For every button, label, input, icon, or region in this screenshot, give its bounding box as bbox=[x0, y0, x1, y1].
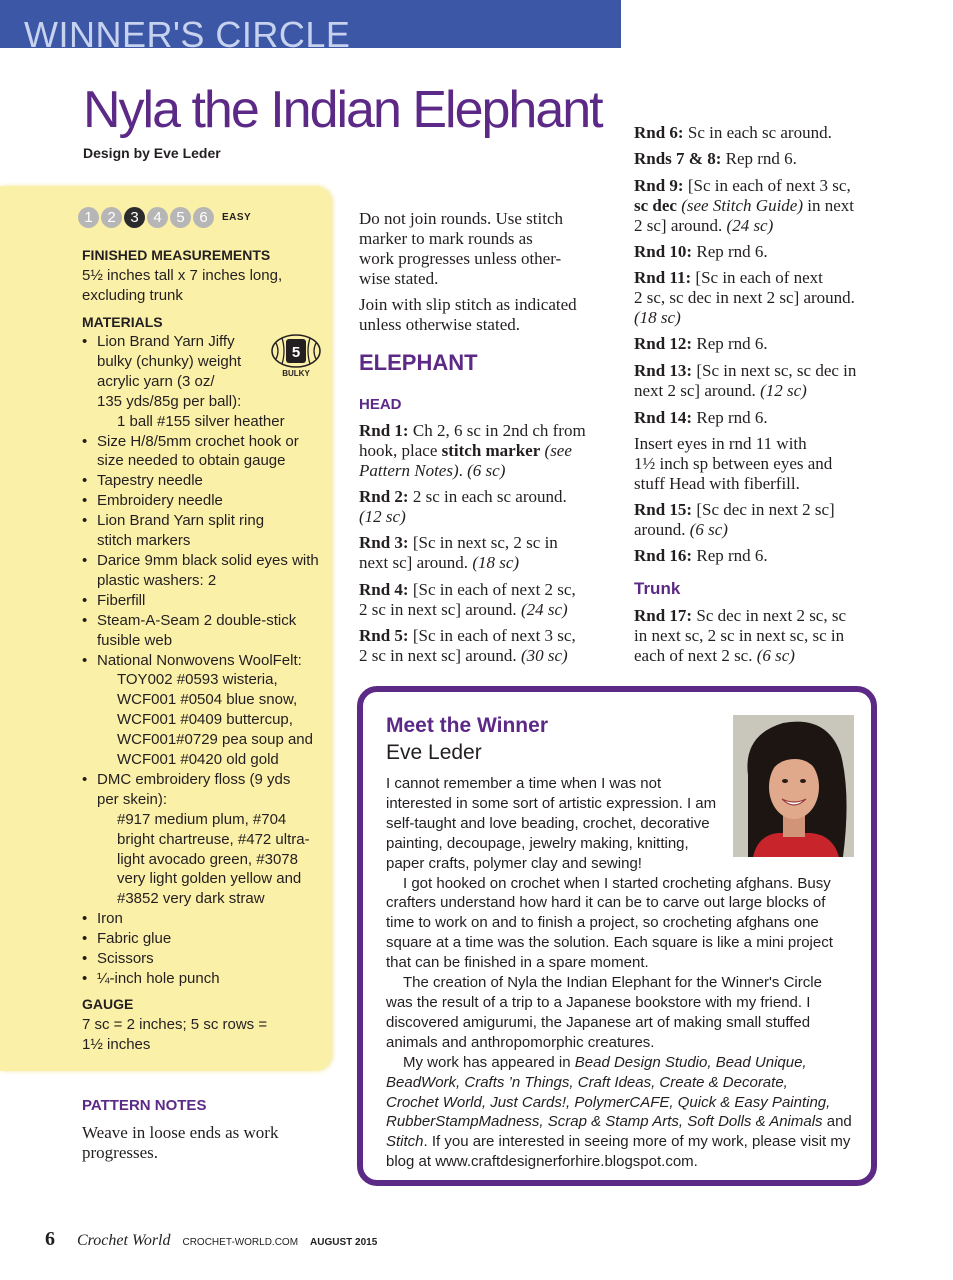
intro-text: Do not join rounds. Use stitch marker to mark rounds as work progresses unless other- wise stated. Join with slip stitch as indicated unless otherwise stated. bbox=[359, 209, 577, 334]
round-10: Rnd 10: Rep rnd 6. bbox=[634, 242, 768, 261]
list-item: • Steam-A-Seam 2 double-stick fusible web bbox=[82, 611, 322, 651]
winner-heading: Meet the Winner bbox=[386, 714, 548, 737]
skill-ball: 1 bbox=[78, 207, 99, 228]
round-17: Rnd 17: Sc dec in next 2 sc, sc in next sc, 2 sc in next sc, sc in each of next 2 sc. (6 sc) bbox=[634, 606, 847, 665]
winner-paragraph bbox=[386, 774, 866, 1172]
gauge-text: 7 sc = 2 inches; 5 sc rows = 1½ inches bbox=[82, 1016, 268, 1053]
materials-list bbox=[82, 332, 322, 989]
list-item: • National Nonwovens WoolFelt: TOY002 #0593 wisteria, WCF001 #0504 blue snow, WCF001 #0409 buttercup, WCF001#0729 pea soup and WCF001 #0420 old gold bbox=[82, 651, 322, 770]
rounds-7-8: Rnds 7 & 8: Rep rnd 6. bbox=[634, 149, 797, 168]
banner-text: WINNER'S CIRCLE bbox=[24, 14, 351, 55]
round-12: Rnd 12: Rep rnd 6. bbox=[634, 334, 768, 353]
finished-text: 5½ inches tall x 7 inches long, excluding trunk bbox=[82, 267, 283, 304]
section-heading-elephant: ELEPHANT bbox=[359, 350, 478, 375]
round-3: Rnd 3: [Sc in next sc, 2 sc in next sc] around. (18 sc) bbox=[359, 533, 558, 572]
pattern-notes-text: Weave in loose ends as work progresses. bbox=[82, 1123, 279, 1162]
bio-paragraph-4: My work has appeared in Bead Design Studio, Bead Unique, BeadWork, Crafts ’n Things, Craft Ideas, Create & Decorate, Crochet World, Just Cards!, PolymerCAFE, Quick & Easy Painting, RubberStampMadness, Scrap & Stamp Arts, Soft Dolls & Animals and Stitch. If you are interested in seeing more of my work, please visit my blog at www.craftdesignerforhire.blogspot.com. bbox=[386, 1053, 852, 1171]
list-item: • ¼-inch hole punch bbox=[82, 969, 322, 989]
bio-paragraph-3: The creation of Nyla the Indian Elephant for the Winner's Circle was the result of a trip to a Japanese bookstore with my friend. I discovered amigurumi, the Japanese art of making small stuffed animals and anthropomorphic creatures. bbox=[386, 974, 822, 1051]
skill-ball: 5 bbox=[170, 207, 191, 228]
bio-paragraph-1: I cannot remember a time when I was not interested in some sort of artistic expression. I am self-taught and love beading, crochet, decorative painting, decoupage, jewelry making, knitting, paper crafts, polymer clay and sewing! bbox=[386, 775, 717, 872]
page-footer bbox=[45, 1228, 377, 1251]
list-item: • Lion Brand Yarn Jiffy bulky (chunky) weight acrylic yarn (3 oz/ 135 yds/85g per ball): 1 ball #155 silver heather bbox=[82, 332, 322, 432]
round-14: Rnd 14: Rep rnd 6. bbox=[634, 408, 768, 427]
winner-name: Eve Leder bbox=[386, 741, 482, 764]
section-banner bbox=[0, 0, 621, 55]
round-13: Rnd 13: [Sc in next sc, sc dec in next 2 sc] around. (12 sc) bbox=[634, 361, 857, 400]
subheading-trunk: Trunk bbox=[634, 579, 681, 598]
issue-date: AUGUST 2015 bbox=[310, 1237, 378, 1248]
list-item: • Fabric glue bbox=[82, 929, 322, 949]
skill-ball: 6 bbox=[193, 207, 214, 228]
pattern-notes-heading: PATTERN NOTES bbox=[82, 1097, 207, 1114]
materials-heading: MATERIALS bbox=[82, 314, 163, 330]
skill-level bbox=[78, 207, 251, 228]
list-item: • Darice 9mm black solid eyes with plastic washers: 2 bbox=[82, 551, 322, 591]
bio-paragraph-2: I got hooked on crochet when I started crocheting afghans. Busy crafters understand how hard it can be to carve out large blocks of time to work on and to finish a project, so crocheting afghans one square at a time was the solution. Each square is like a mini project that can be finished in a spare moment. bbox=[386, 874, 833, 972]
subheading-head: HEAD bbox=[359, 396, 402, 413]
page-title: Nyla the Indian Elephant bbox=[83, 81, 602, 139]
list-item: • Embroidery needle bbox=[82, 491, 322, 511]
list-item: • Iron bbox=[82, 909, 322, 929]
round-6: Rnd 6: Sc in each sc around. bbox=[634, 123, 832, 142]
yarn-weight-label: BULKY bbox=[282, 369, 310, 378]
yarn-weight-number: 5 bbox=[291, 344, 301, 361]
list-item: • Fiberfill bbox=[82, 591, 322, 611]
round-1: Rnd 1: Ch 2, 6 sc in 2nd ch from hook, place stitch marker (see Pattern Notes). (6 sc) bbox=[359, 421, 586, 480]
magazine-name: Crochet World bbox=[77, 1232, 171, 1249]
skill-ball: 2 bbox=[101, 207, 122, 228]
list-item: • Lion Brand Yarn split ring stitch markers bbox=[82, 511, 322, 551]
round-11: Rnd 11: [Sc in each of next 2 sc, sc dec in next 2 sc] around. (18 sc) bbox=[634, 268, 855, 327]
list-item: • DMC embroidery floss (9 yds per skein): #917 medium plum, #704 bright chartreuse, #472 ultra- light avocado green, #3078 very light golden yellow and #3852 very dark straw bbox=[82, 770, 322, 909]
magazine-site: CROCHET-WORLD.COM bbox=[182, 1237, 299, 1248]
round-2: Rnd 2: 2 sc in each sc around. (12 sc) bbox=[359, 487, 567, 526]
round-15: Rnd 15: [Sc dec in next 2 sc] around. (6 sc) bbox=[634, 500, 835, 539]
list-item: • Tapestry needle bbox=[82, 471, 322, 491]
skill-ball-selected: 3 bbox=[124, 207, 145, 228]
list-item: • Size H/8/5mm crochet hook or size needed to obtain gauge bbox=[82, 432, 322, 472]
page-number: 6 bbox=[45, 1228, 55, 1250]
list-item: • Scissors bbox=[82, 949, 322, 969]
round-9: Rnd 9: [Sc in each of next 3 sc, sc dec (see Stitch Guide) in next 2 sc] around. (24 sc) bbox=[634, 176, 855, 235]
skill-label: EASY bbox=[222, 212, 252, 223]
byline: Design by Eve Leder bbox=[83, 145, 221, 161]
skill-ball: 4 bbox=[147, 207, 168, 228]
finished-heading: FINISHED MEASUREMENTS bbox=[82, 247, 271, 263]
gauge-heading: GAUGE bbox=[82, 996, 134, 1012]
round-16: Rnd 16: Rep rnd 6. bbox=[634, 546, 768, 565]
round-5: Rnd 5: [Sc in each of next 3 sc, 2 sc in next sc] around. (30 sc) bbox=[359, 626, 576, 665]
eyes-instructions: Insert eyes in rnd 11 with 1½ inch sp between eyes and stuff Head with fiberfill. bbox=[634, 434, 833, 493]
round-4: Rnd 4: [Sc in each of next 2 sc, 2 sc in next sc] around. (24 sc) bbox=[359, 580, 576, 619]
